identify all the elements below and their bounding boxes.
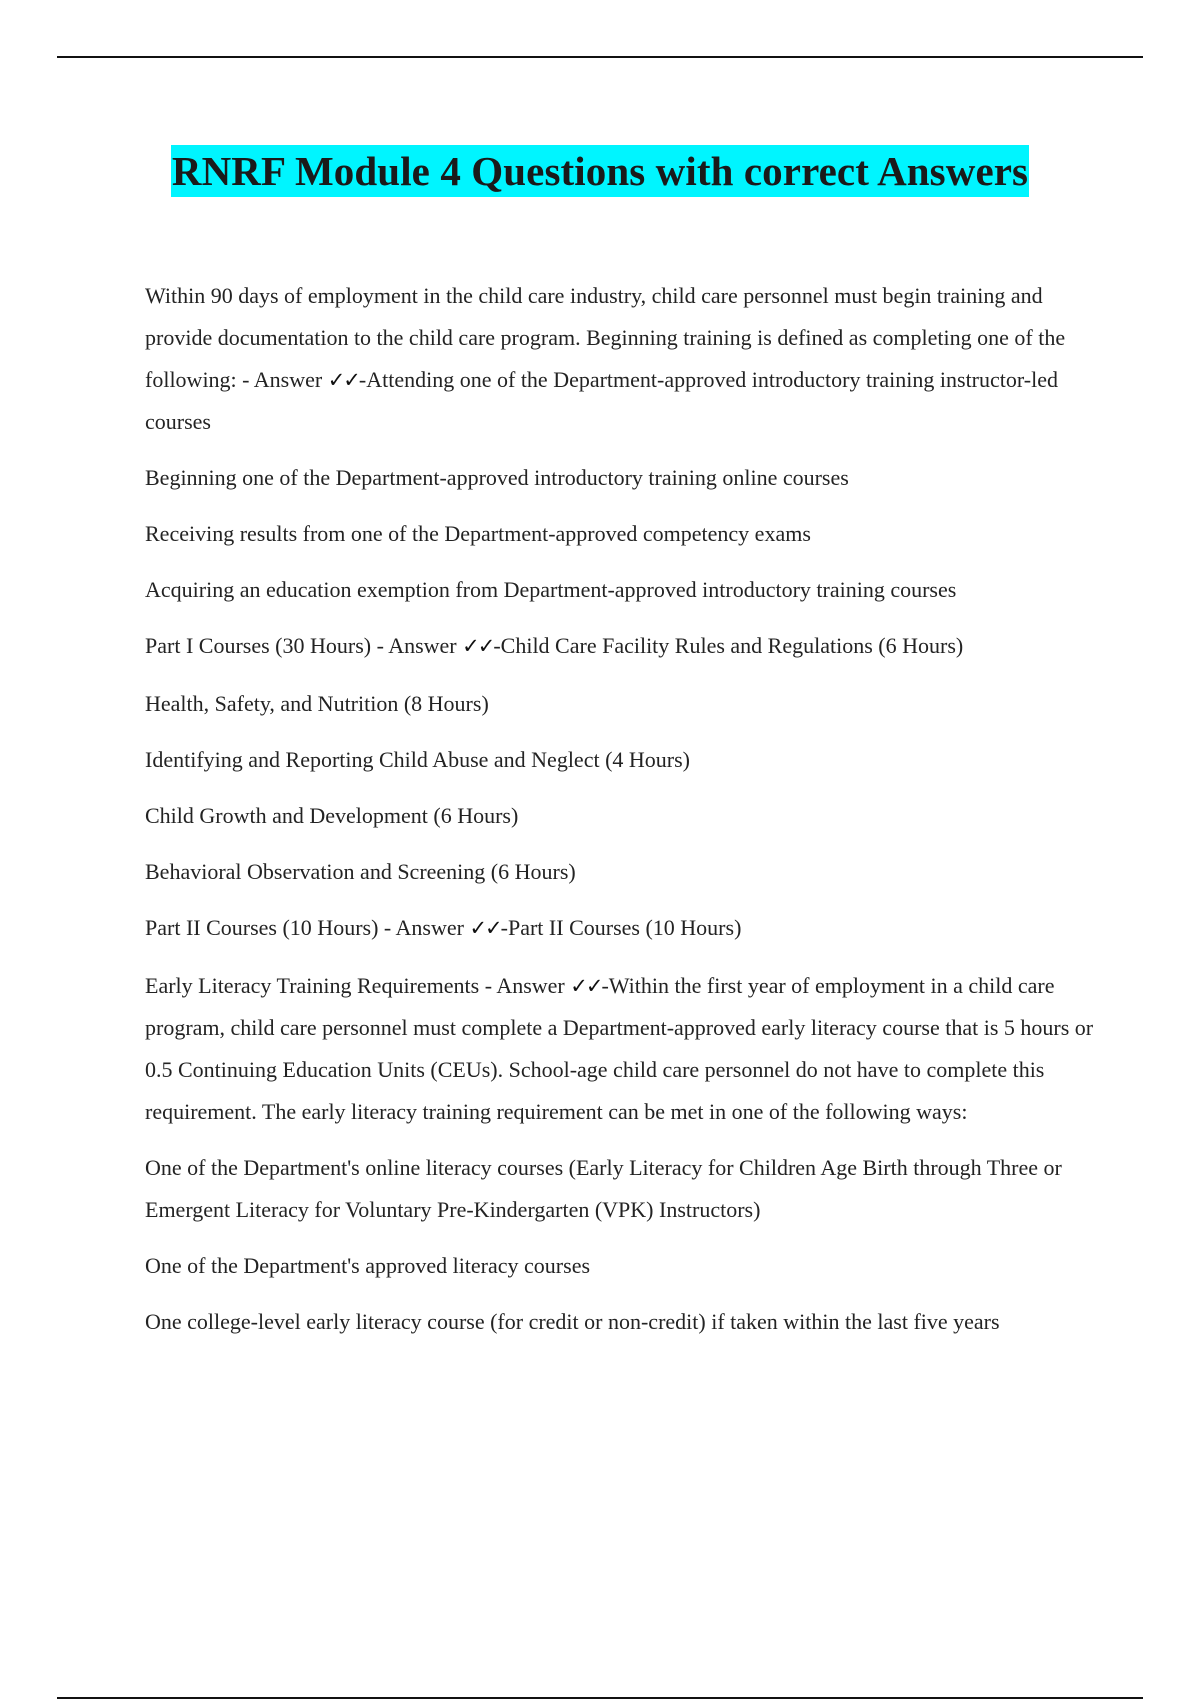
title-container [0,145,1200,197]
check-mark-icon: ✓✓ [469,916,501,940]
answer-text: -Attending one of the Department-approved introductory training instructor-led courses [145,367,1058,434]
text-paragraph: One college-level early literacy course (for credit or non-credit) if taken within the last five years [145,1309,1000,1334]
text-paragraph: Receiving results from one of the Department-approved competency exams [145,521,811,546]
question-paragraph [145,625,1095,667]
document-title: RNRF Module 4 Questions with correct Answers [171,145,1029,197]
question-paragraph [145,965,1095,1133]
answer-text: -Within the first year of employment in a child care program, child care personnel must complete a Department-approved early literacy course that is 5 hours or 0.5 Continuing Education Units (CEUs). School-age child care personnel do not have to complete this requirement. The early literacy training requirement can be met in one of the following ways: [145,973,1094,1124]
question-paragraph [145,907,1095,949]
question-text: Early Literacy Training Requirements - Answer [145,973,571,998]
check-mark-icon: ✓✓ [570,974,602,998]
answer-text: -Part II Courses (10 Hours) [500,915,742,940]
question-paragraph [145,275,1095,443]
question-text: Part I Courses (30 Hours) - Answer [145,633,463,658]
question-text: Part II Courses (10 Hours) - Answer [145,915,470,940]
document-body [145,275,1095,1357]
text-paragraph: One of the Department's approved literacy courses [145,1253,591,1278]
check-mark-icon: ✓✓ [462,634,494,658]
text-paragraph: Beginning one of the Department-approved introductory training online courses [145,465,849,490]
text-paragraph: Child Growth and Development (6 Hours) [145,803,519,828]
text-paragraph: One of the Department's online literacy courses (Early Literacy for Children Age Birth through Three or Emergent Literacy for Voluntary Pre-Kindergarten (VPK) Instructors) [145,1155,1062,1222]
answer-text: -Child Care Facility Rules and Regulations (6 Hours) [493,633,964,658]
top-rule [57,56,1143,58]
text-paragraph: Acquiring an education exemption from Department-approved introductory training courses [145,577,957,602]
text-paragraph: Behavioral Observation and Screening (6 Hours) [145,859,576,884]
text-paragraph: Identifying and Reporting Child Abuse and Neglect (4 Hours) [145,747,691,772]
question-text: Within 90 days of employment in the child care industry, child care personnel must begin training and provide documentation to the child care program. Beginning training is defined as completing one of the following: - Answer [145,283,1066,392]
text-paragraph: Health, Safety, and Nutrition (8 Hours) [145,691,489,716]
bottom-rule [57,1697,1143,1699]
check-mark-icon: ✓✓ [327,368,359,392]
